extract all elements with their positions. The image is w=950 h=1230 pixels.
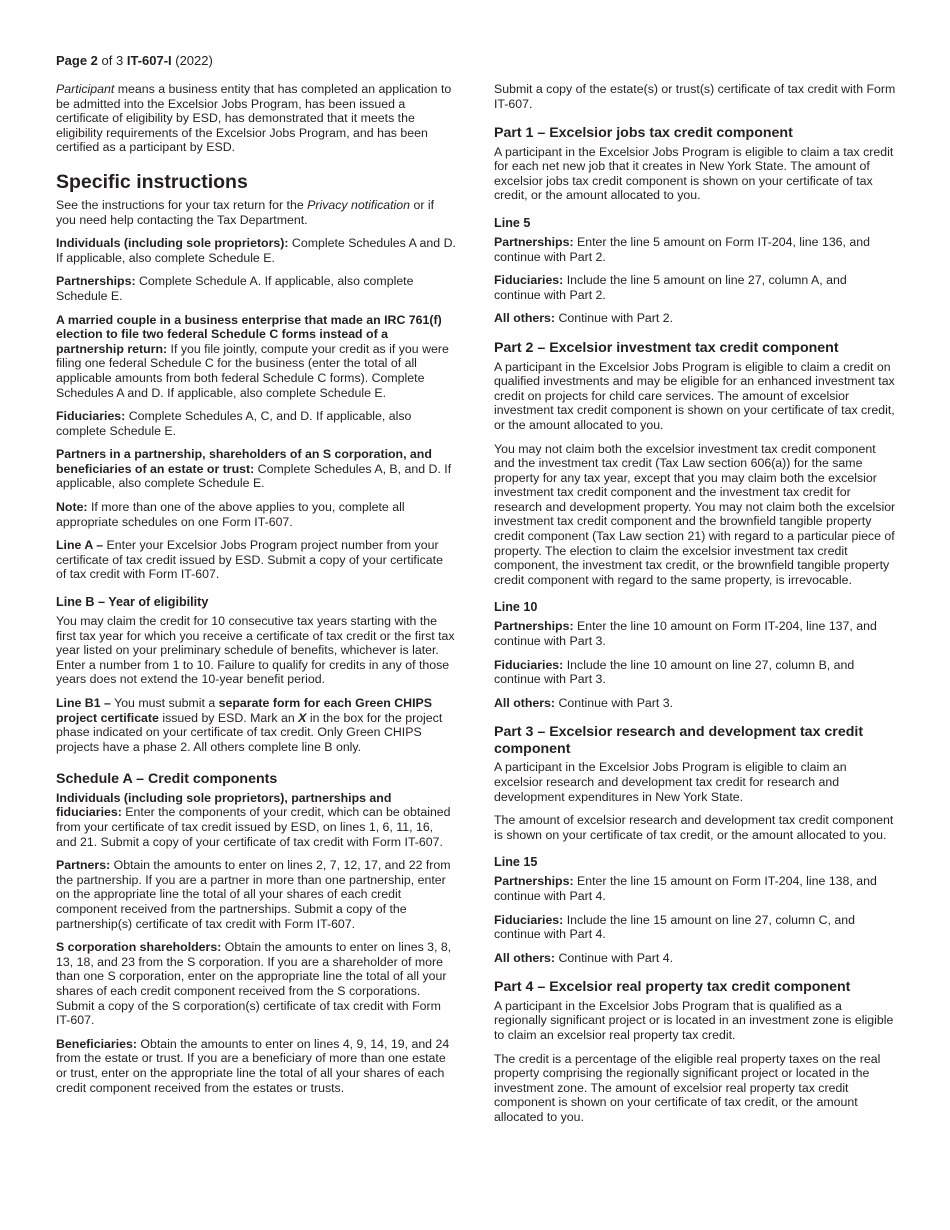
line15-all-others: All others: Continue with Part 4.: [494, 950, 674, 965]
line10-partnerships: Partnerships: Enter the line 10 amount on Form IT-204, line 137, and continue with Part 3.: [494, 619, 877, 649]
line10-all-others: All others: Continue with Part 3.: [494, 695, 674, 710]
form-year: (2022): [171, 53, 213, 68]
schedule-a-individuals-paragraph: Individuals (including sole proprietors), partnerships and fiduciaries: Enter the components of your credit, which can be obtained from your certificate of tax credit issued by ESD, on lines 1, 6, 11, 16, and 21. Submit a copy of your certificate of tax credit with Form IT-607.: [56, 790, 451, 849]
schedule-a-heading: Schedule A – Credit components: [56, 771, 278, 788]
part1-heading: Part 1 – Excelsior jobs tax credit component: [494, 125, 793, 142]
schedule-a-scorp-paragraph: S corporation shareholders: Obtain the amounts to enter on lines 3, 8, 13, 18, and 23 from the S corporation. If you are a shareholder of more than one S corporation, enter on the appropriate line the total of all your shares of each credit component received from the S corporations. Submit a copy of the S corporation(s) certificate of tax credit with Form IT-607.: [56, 940, 452, 1028]
part3-text1: A participant in the Excelsior Jobs Program is eligible to claim an excelsior research and development tax credit for research and development expenditures in New York State.: [494, 760, 847, 804]
line10-heading: Line 10: [494, 600, 538, 615]
line10-fiduciaries: Fiduciaries: Include the line 10 amount on line 27, column B, and continue with Part 3.: [494, 657, 855, 687]
see-instructions-paragraph: See the instructions for your tax return for the Privacy notification or if you need help contacting the Tax Department.: [56, 197, 435, 227]
individuals-paragraph: Individuals (including sole proprietors): Complete Schedules A and D. If applicable, also complete Schedule E.: [56, 236, 456, 265]
part4-heading: Part 4 – Excelsior real property tax credit component: [494, 979, 851, 996]
line-b1-paragraph: Line B1 – You must submit a separate form for each Green CHIPS project certificate issued by ESD. Mark an X in the box for the project phase indicated on your certificate of tax credit. Only Green CHIPS projects have a phase 2. All others complete line B only.: [56, 696, 443, 754]
part4-text1: A participant in the Excelsior Jobs Program that is qualified as a regionally significant project or is located in an investment zone is eligible to claim an excelsior real property tax credit.: [494, 998, 894, 1043]
partnerships-paragraph: Partnerships: Complete Schedule A. If applicable, also complete Schedule E.: [56, 274, 414, 303]
left-column: [56, 82, 456, 1104]
note-paragraph: Note: If more than one of the above applies to you, complete all appropriate schedules on one Form IT-607.: [56, 500, 405, 529]
schedule-a-partners-paragraph: Partners: Obtain the amounts to enter on lines 2, 7, 12, 17, and 22 from the partnership. If you are a partner in more than one partnership, enter on the appropriate line the total of all your shares of each credit component received from the partnerships. Submit a copy of the partnership(s) certificate of tax credit with Form IT-607.: [56, 858, 451, 931]
participant-definition: Participant means a business entity that has completed an application to be admitted into the Excelsior Jobs Program, has been issued a certificate of eligibility by ESD, has demonstrated that it meets the eligibility requirements of the Excelsior Jobs Program, and has been certified as a participant by ESD.: [56, 82, 452, 155]
part2-text1: A participant in the Excelsior Jobs Program is eligible to claim a credit on qualified investments and may be eligible for an enhanced investment tax credit on projects for child care services. The amount of excelsior investment tax credit component is shown on your certificate of tax credit, or the amount allocated to you.: [494, 359, 895, 432]
part4-text2: The credit is a percentage of the eligible real property taxes on the real property comprising the regionally significant project or located in the investment zone. The amount of excelsior real property tax credit component is shown on your certificate of tax credit, or the amount allocated to you.: [494, 1051, 881, 1124]
line-b-paragraph: You may claim the credit for 10 consecutive tax years starting with the first tax year for which you receive a certificate of tax credit or the first tax year listed on your preliminary schedule of benefits, whichever is later. Enter a number from 1 to 10. Failure to qualify for credits in any of those years does not extend the 10-year benefit period.: [56, 614, 455, 687]
part1-text: A participant in the Excelsior Jobs Program is eligible to claim a tax credit for each net new job that it creates in New York State. The amount of excelsior jobs tax credit component is shown on your certificate of tax credit, or the amount allocated to you.: [494, 144, 894, 203]
line5-heading: Line 5: [494, 216, 531, 231]
form-id: IT-607-I: [126, 53, 172, 68]
line5-partnerships: Partnerships: Enter the line 5 amount on Form IT-204, line 136, and continue with Part 2.: [494, 235, 871, 264]
page-header: [56, 54, 213, 69]
part3-text2: The amount of excelsior research and development tax credit component is shown on your certificate of tax credit, or the amount allocated to you.: [494, 813, 894, 842]
right-column: [494, 82, 896, 1134]
line15-partnerships: Partnerships: Enter the line 15 amount on Form IT-204, line 138, and continue with Part 4.: [494, 874, 877, 903]
schedule-a-beneficiaries-paragraph: Beneficiaries: Obtain the amounts to enter on lines 4, 9, 14, 19, and 24 from the estate or trust. If you are a beneficiary of more than one estate or trust, enter on the appropriate line the total of all your shares of each credit component received from the estates or trusts.: [56, 1036, 450, 1095]
page-number: Page 2: [56, 53, 98, 68]
part2-heading: Part 2 – Excelsior investment tax credit component: [494, 340, 839, 357]
submit-estate-paragraph: Submit a copy of the estate(s) or trust(s) certificate of tax credit with Form IT-607.: [494, 82, 896, 111]
fiduciaries-paragraph: Fiduciaries: Complete Schedules A, C, and D. If applicable, also complete Schedule E.: [56, 409, 412, 438]
page-of: of 3: [97, 53, 127, 68]
line-b-heading: Line B – Year of eligibility: [56, 595, 209, 610]
part3-heading: Part 3 – Excelsior research and development tax credit component: [494, 724, 864, 757]
married-couple-paragraph: A married couple in a business enterprise that made an IRC 761(f) election to file two federal Schedule C forms instead of a partnership return: If you file jointly, compute your credit as if you were filing one federal Schedule C for the business (enter the total of all applicable amounts from both federal Schedule C forms). Complete Schedules A and D. If applicable, also complete Schedule E.: [56, 312, 449, 400]
line15-fiduciaries: Fiduciaries: Include the line 15 amount on line 27, column C, and continue with Part 4.: [494, 912, 855, 942]
line5-all-others: All others: Continue with Part 2.: [494, 311, 674, 326]
partners-paragraph: Partners in a partnership, shareholders of an S corporation, and beneficiaries of an estate or trust: Complete Schedules A, B, and D. If applicable, also complete Schedule E.: [56, 447, 452, 491]
part2-text2: You may not claim both the excelsior investment tax credit component and the investment tax credit (Tax Law section 606(a)) for the same property for any tax year, except that you may claim both the excelsior investment tax credit component and the investment tax credit for research and development property. You may not claim both the excelsior investment tax credit component and the brownfield tangible property credit component (Tax Law section 21) with regard to a particular piece of property. The election to claim the excelsior investment tax credit component, the investment tax credit, or the brownfield tangible property credit component with regard to the same property, is irrevocable.: [494, 441, 896, 587]
line15-heading: Line 15: [494, 855, 538, 870]
line5-fiduciaries: Fiduciaries: Include the line 5 amount on line 27, column A, and continue with Part 2.: [494, 273, 847, 302]
line-a-paragraph: Line A – Enter your Excelsior Jobs Program project number from your certificate of tax credit issued by ESD. Submit a copy of your certificate of tax credit with Form IT-607.: [56, 538, 443, 582]
specific-instructions-heading: Specific instructions: [56, 170, 248, 193]
